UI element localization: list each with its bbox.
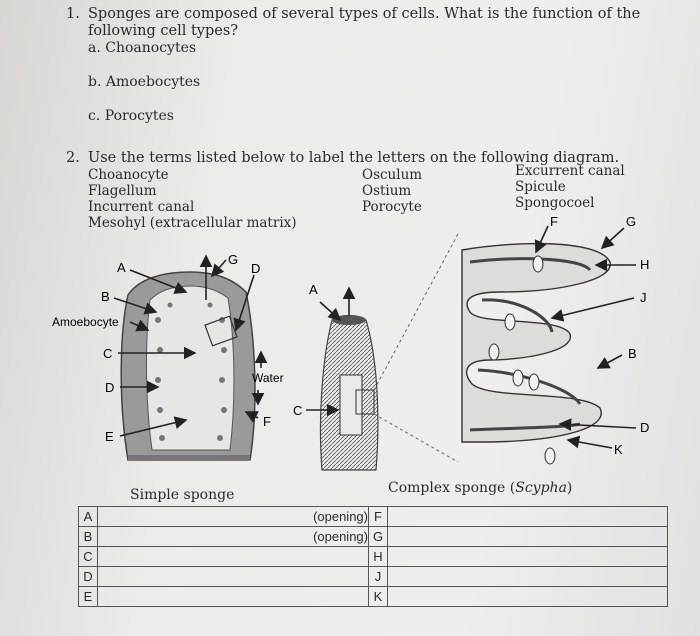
row-letter2: J (369, 567, 388, 587)
complex-label-f: F (550, 214, 558, 229)
complex-label-h: H (640, 257, 650, 272)
middle-sponge-drawing (320, 315, 377, 470)
q1-text-line2: following cell types? (88, 23, 239, 39)
answer-cell[interactable] (98, 507, 369, 527)
row-note: (opening) (313, 509, 368, 524)
caption-simple-sponge: Simple sponge (130, 487, 235, 503)
simple-label-d: D (105, 380, 115, 395)
term-flagellum: Flagellum (88, 183, 157, 199)
row-letter2: G (369, 527, 388, 547)
term-spicule: Spicule (515, 179, 566, 195)
table-row (79, 567, 668, 587)
simple-label-water: Water (252, 371, 284, 385)
caption-complex-prefix: Complex sponge ( (388, 480, 516, 496)
term-incurrent-canal: Incurrent canal (88, 199, 195, 215)
caption-complex-suffix: ) (566, 480, 573, 496)
answer-cell[interactable] (388, 567, 668, 587)
caption-complex-sponge (388, 480, 572, 496)
term-ostium: Ostium (362, 183, 412, 199)
simple-label-a: A (117, 260, 126, 275)
row-letter: E (79, 587, 98, 607)
simple-label-g: G (228, 252, 239, 267)
answer-cell[interactable] (388, 547, 668, 567)
row-letter2: K (369, 587, 388, 607)
answer-cell[interactable] (388, 507, 668, 527)
table-row (79, 547, 668, 567)
answer-cell[interactable] (98, 547, 369, 567)
answer-cell[interactable] (98, 527, 369, 547)
q2-number: 2. (66, 150, 80, 166)
row-letter2: H (369, 547, 388, 567)
term-porocyte: Porocyte (362, 199, 422, 215)
table-row (79, 587, 668, 607)
q1-option-b: b. Amoebocytes (88, 74, 201, 90)
simple-sponge-drawing (121, 272, 255, 461)
term-mesohyl: Mesohyl (extracellular matrix) (88, 215, 297, 231)
row-letter: B (79, 527, 98, 547)
caption-complex-genus: Scypha (515, 480, 567, 496)
q1-number: 1. (66, 6, 80, 22)
row-letter: A (79, 507, 98, 527)
complex-label-g: G (626, 214, 637, 229)
term-excurrent-canal: Excurrent canal (515, 163, 625, 179)
simple-label-d-top: D (251, 261, 261, 276)
q1-option-a: a. Choanocytes (88, 40, 197, 56)
complex-label-k: K (614, 442, 623, 457)
answer-cell[interactable] (98, 587, 369, 607)
row-letter2: F (369, 507, 388, 527)
middle-label-a: A (309, 282, 318, 297)
middle-label-c: C (293, 403, 303, 418)
table-row (79, 507, 668, 527)
table-row (79, 527, 668, 547)
complex-sponge-drawing (462, 244, 610, 464)
complex-label-d: D (640, 420, 650, 435)
answer-table (78, 506, 668, 607)
simple-label-amoebocyte: Amoebocyte (52, 315, 119, 329)
q1-text-line1: Sponges are composed of several types of cells. What is the function of the (88, 6, 641, 22)
answer-cell[interactable] (388, 527, 668, 547)
simple-label-c: C (103, 346, 113, 361)
row-note: (opening) (313, 529, 368, 544)
term-osculum: Osculum (362, 167, 423, 183)
answer-cell[interactable] (388, 587, 668, 607)
term-spongocoel: Spongocoel (515, 195, 595, 211)
answer-cell[interactable] (98, 567, 369, 587)
q2-text: Use the terms listed below to label the letters on the following diagram. (88, 150, 620, 166)
row-letter: C (79, 547, 98, 567)
complex-label-b: B (628, 346, 637, 361)
simple-label-e: E (105, 429, 114, 444)
term-choanocyte: Choanocyte (88, 167, 169, 183)
simple-label-b: B (101, 289, 110, 304)
row-letter: D (79, 567, 98, 587)
complex-label-j: J (640, 290, 647, 305)
simple-label-f: F (263, 414, 271, 429)
q1-option-c: c. Porocytes (88, 108, 174, 124)
